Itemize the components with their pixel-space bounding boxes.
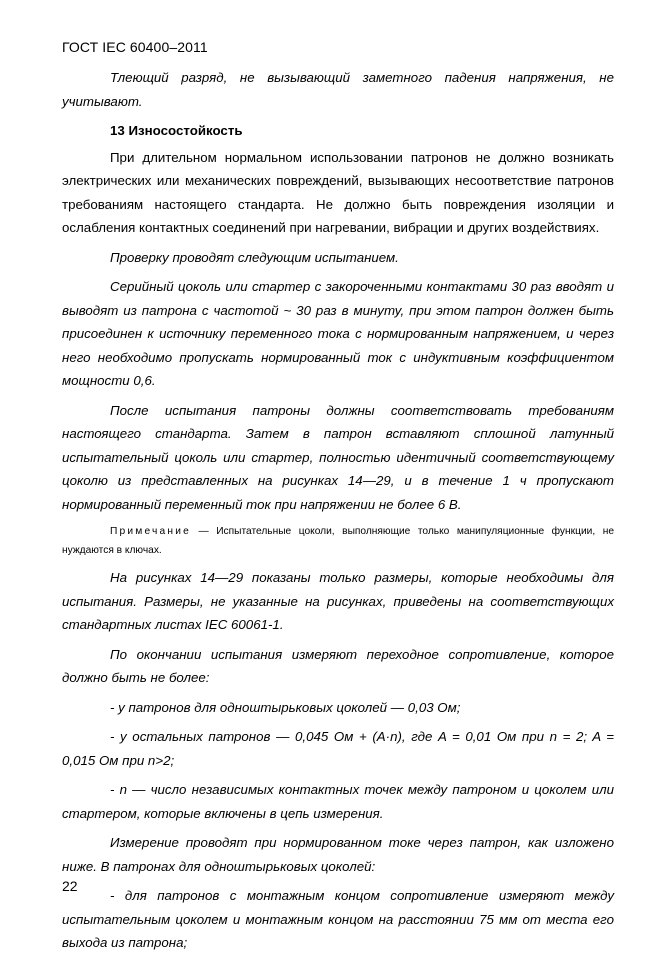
note-text: — Испытательные цоколи, выполняющие только манипуляционные функции, не нуждаются в ключах. bbox=[62, 526, 614, 556]
list-item-mounting-end: - для патронов с монтажным концом сопротивление измеряют между испытательным цоколем и монтажным концом на расстоянии 75 мм от места его выхода из патрона; bbox=[62, 888, 614, 950]
note-label: Примечание bbox=[110, 526, 191, 537]
list-item-single-pin: - у патронов для одноштырьковых цоколей — 0,03 Ом; bbox=[110, 699, 461, 715]
paragraph-figures: На рисунках 14—29 показаны только размеры, которые необходимы для испытания. Размеры, не указанные на рисунках, приведены на соответствующих стандартных листах IEC 60061-1. bbox=[62, 570, 614, 632]
list-item-contact-points: - n — число независимых контактных точек между патроном и цоколем или стартером, которые включены в цепь измерения. bbox=[62, 782, 614, 821]
paragraph-glow-discharge: Тлеющий разряд, не вызывающий заметного падения напряжения, не учитывают. bbox=[62, 70, 614, 109]
paragraph-measurement: Измерение проводят при нормированном токе через патрон, как изложено ниже. В патронах для одноштырьковых цоколей: bbox=[62, 835, 614, 874]
document-header: ГОСТ IEC 60400–2011 bbox=[62, 39, 208, 55]
paragraph-after-test: После испытания патроны должны соответствовать требованиям настоящего стандарта. Затем в патрон вставляют сплошной латунный испытательный цоколь или стартер, полностью идентичный соответствующему цоколю из представленных на рисунках 14—29, и в течение 1 ч пропускают нормированный переменный ток при напряжении не более 6 В. bbox=[62, 402, 614, 512]
page-number: 22 bbox=[62, 878, 78, 894]
paragraph-requirements: При длительном нормальном использовании патронов не должно возникать электрических или механических повреждений, вызывающих несоответствие патронов требованиям настоящего стандарта. Не должно быть повреждения изоляции и ослабления контактных соединений при нагревании, вибрации и других воздействиях. bbox=[62, 149, 614, 235]
paragraph-test-procedure: Серийный цоколь или стартер с закороченными контактами 30 раз вводят и выводят из патрона с частотой ~ 30 раз в минуту, при этом патрон должен быть присоединен к источнику переменного тока с нормированным напряжением, и через него необходимо пропускать нормированный ток с индуктивным коэффициентом мощности 0,6. bbox=[62, 279, 614, 388]
paragraph-resistance: По окончании испытания измеряют переходное сопротивление, которое должно быть не более: bbox=[62, 646, 614, 685]
list-item-other-holders: - у остальных патронов — 0,045 Ом + (A·n), где A = 0,01 Ом при n = 2; A = 0,015 Ом при n>2; bbox=[62, 729, 614, 768]
document-body bbox=[62, 66, 614, 961]
note bbox=[62, 522, 614, 560]
section-heading: 13 Износостойкость bbox=[110, 123, 243, 138]
paragraph-test-intro: Проверку проводят следующим испытанием. bbox=[110, 249, 399, 265]
